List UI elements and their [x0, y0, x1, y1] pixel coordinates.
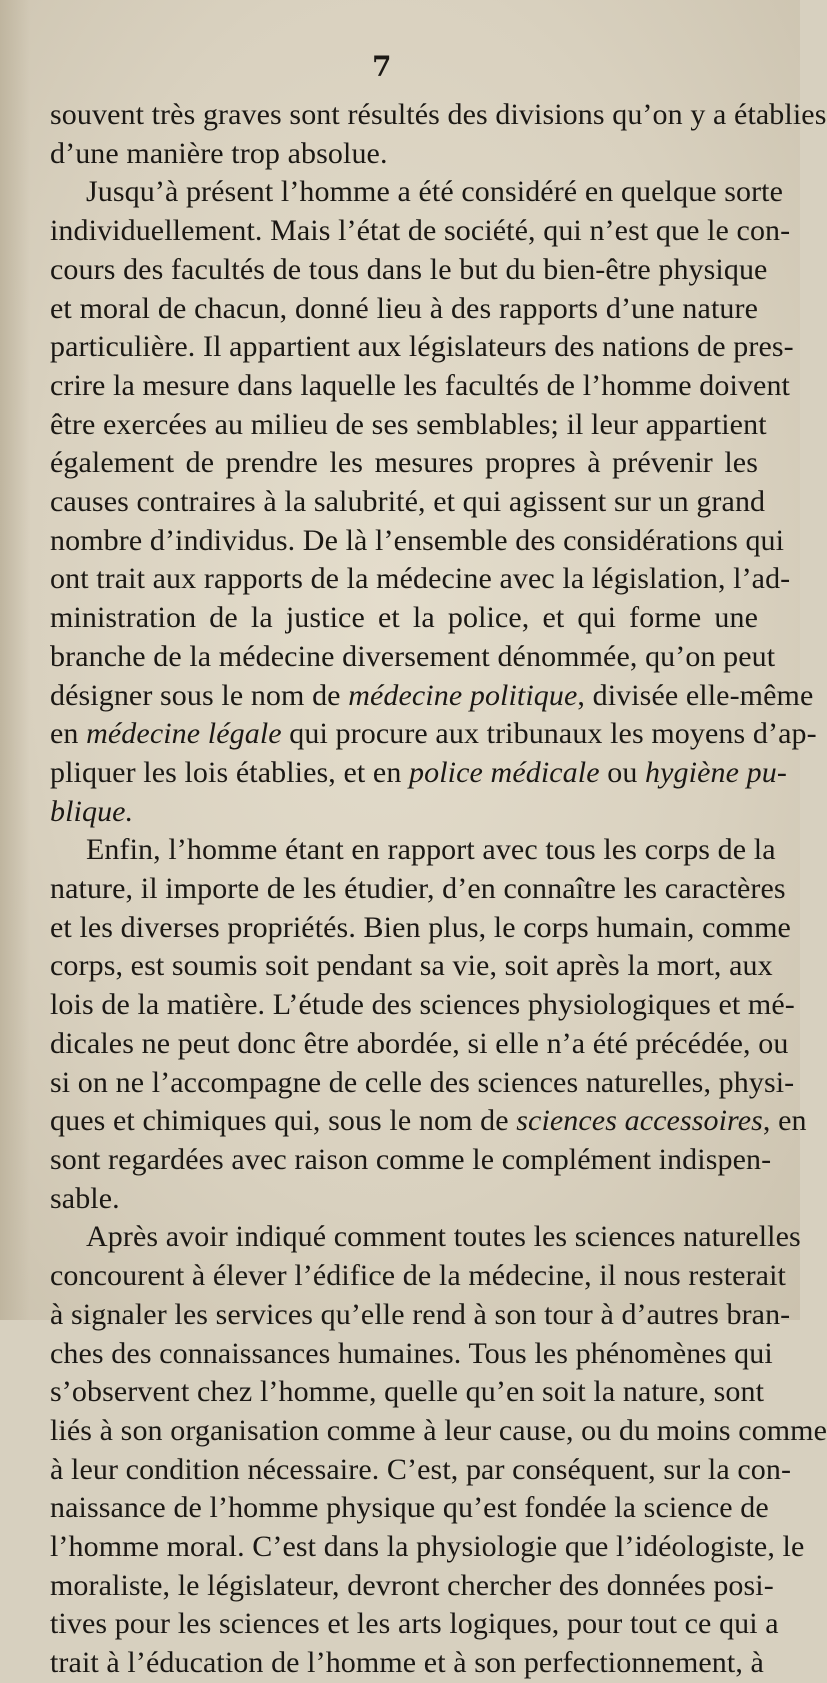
text-line: concourent à élever l’édifice de la médecine, il nous resterait — [50, 1259, 786, 1293]
text-line: nombre d’individus. De là l’ensemble des considérations qui — [50, 523, 785, 557]
text-line: cours des facultés de tous dans le but du bien-être physique — [50, 252, 768, 286]
text-line: en médecine légale qui procure aux tribunaux les moyens d’ap- — [50, 717, 817, 751]
text-line: également de prendre les mesures propres à prévenir les — [50, 446, 758, 480]
paragraph — [50, 831, 807, 1218]
page-edge-shadow — [0, 0, 30, 1320]
text-line: ches des connaissances humaines. Tous les phénomènes qui — [50, 1336, 773, 1370]
paragraph — [50, 96, 827, 173]
text-line: liés à son organisation comme à leur cause, ou du moins comme — [50, 1413, 827, 1447]
text-line: sont regardées avec raison comme le complément indispen- — [50, 1142, 772, 1176]
text-line: si on ne l’accompagne de celle des sciences naturelles, physi- — [50, 1065, 795, 1099]
text-line: et moral de chacun, donné lieu à des rapports d’une nature — [50, 291, 758, 325]
text-line: tives pour les sciences et les arts logiques, pour tout ce qui a — [50, 1607, 779, 1641]
text-line: nature, il importe de les étudier, d’en connaître les caractères — [50, 872, 786, 906]
page-mark: 7 — [372, 50, 392, 83]
text-line: particulière. Il appartient aux législateurs des nations de pres- — [50, 330, 794, 364]
text-line: causes contraires à la salubrité, et qui agissent sur un grand — [50, 485, 766, 519]
text-line: individuellement. Mais l’état de société, qui n’est que le con- — [50, 214, 791, 248]
text-line: trait à l’éducation de l’homme et à son perfectionnement, à — [50, 1646, 764, 1680]
text-line: moraliste, le législateur, devront chercher des données posi- — [50, 1568, 774, 1602]
text-line: d’une manière trop absolue. — [50, 136, 388, 170]
text-line: à signaler les services qu’elle rend à son tour à d’autres bran- — [50, 1297, 791, 1331]
body-text — [50, 96, 827, 1683]
text-line: naissance de l’homme physique qu’est fondée la science de — [50, 1491, 769, 1525]
text-line: Jusqu’à présent l’homme a été considéré en quelque sorte — [86, 175, 784, 209]
text-line: ministration de la justice et la police, et qui forme une — [50, 601, 758, 635]
text-line: corps, est soumis soit pendant sa vie, soit après la mort, aux — [50, 949, 773, 983]
text-line: souvent très graves sont résultés des divisions qu’on y a établies — [50, 98, 827, 131]
text-line: ques et chimiques qui, sous le nom de sciences accessoires, en — [50, 1104, 807, 1138]
text-line: s’observent chez l’homme, quelle qu’en soit la nature, sont — [50, 1375, 765, 1409]
text-line: blique. — [50, 794, 134, 828]
text-line: dicales ne peut donc être abordée, si elle n’a été précédée, ou — [50, 1026, 789, 1060]
text-line: désigner sous le nom de médecine politique, divisée elle-même — [50, 678, 814, 712]
text-line: ont trait aux rapports de la médecine avec la législation, l’ad- — [50, 562, 791, 596]
text-line: Après avoir indiqué comment toutes les sciences naturelles — [86, 1220, 801, 1254]
text-line: et les diverses propriétés. Bien plus, le corps humain, comme — [50, 910, 791, 944]
text-line: être exercées au milieu de ses semblables; il leur appartient — [50, 407, 767, 441]
text-line: Enfin, l’homme étant en rapport avec tous les corps de la — [86, 833, 776, 867]
text-line: branche de la médecine diversement dénommée, qu’on peut — [50, 639, 776, 673]
text-line: à leur condition nécessaire. C’est, par conséquent, sur la con- — [50, 1452, 792, 1486]
text-line: l’homme moral. C’est dans la physiologie que l’idéologiste, le — [50, 1530, 805, 1564]
paragraph — [50, 1218, 827, 1682]
text-line: crire la mesure dans laquelle les facultés de l’homme doivent — [50, 368, 790, 402]
paragraph — [50, 173, 817, 831]
text-line: sable. — [50, 1181, 120, 1215]
text-line: pliquer les lois établies, et en police médicale ou hygiène pu- — [50, 755, 787, 789]
text-line: lois de la matière. L’étude des sciences physiologiques et mé- — [50, 988, 795, 1022]
